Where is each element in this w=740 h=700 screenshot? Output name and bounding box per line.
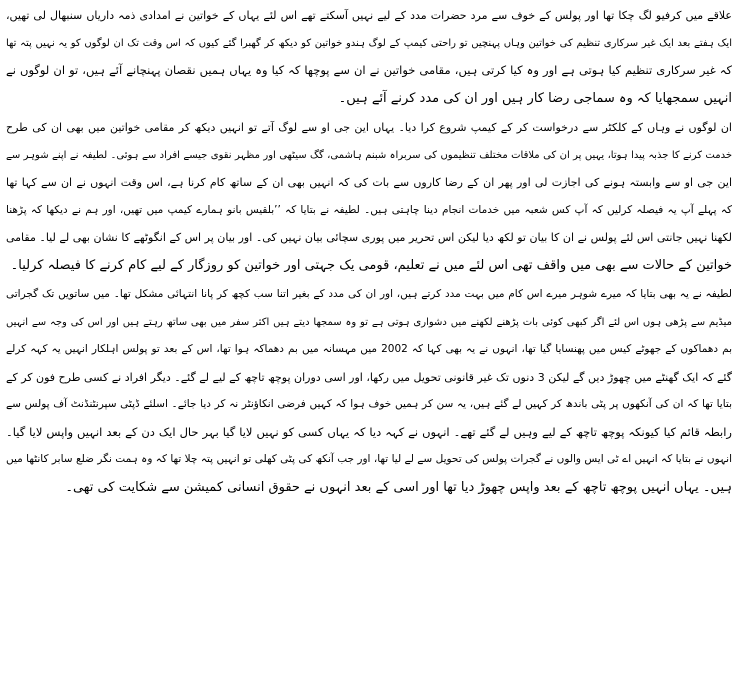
text-line: ہیں۔ یہاں انہیں پوچھ تاچھ کے بعد واپس چھوڑ دیا تھا اور اسی کے بعد انہوں نے حقوق انسانی کمیشن سے شکایت کی تھی۔	[65, 479, 732, 495]
text-line: بتایا تھا کہ ان کی آنکھوں پر پٹی باندھ کر کہیں لے گئے ہیں، یہ سن کر ہمیں خوف ہوا کہ کہیں فرضی انکاؤنٹر نہ کر دیا جائے۔ اسلئے ڈپٹی سپرنٹنڈنٹ آف پولس سے	[6, 398, 732, 410]
text-line: لطیفہ نے یہ بھی بتایا کہ میرے شوہر میرے اس کام میں بہت مدد کرتے ہیں، اور ان کی مدد کے بغیر اتنا سب کچھ کر پانا انتہائی مشکل تھا۔ میں ساتویں تک گجراتی	[6, 288, 732, 300]
paragraph-3	[6, 281, 732, 501]
text-line: بم دھماکوں کے جھوٹے کیس میں پھنسایا گیا تھا، انہوں نے یہ بھی کہا کہ 2002 میں مہسانہ میں بم دھماکہ ہوا تھا، اس کے بعد تو پولس اہلکار انہیں یہ کہہ کرلے	[6, 343, 732, 355]
text-line: لکھنا نہیں جانتی اس لئے پولس نے ان کا بیان تو لکھ دیا لیکن اس تحریر میں پوری سچائی بیان نہیں کی۔ اور بیان پر اس کے انگوٹھے کا نشان بھی لے لیا۔ مقامی	[6, 231, 732, 244]
text-line: گئے کہ ایک گھنٹے میں چھوڑ دیں گے لیکن 3 دنوں تک غیر قانونی تحویل میں رکھا، اور اسی دوران پوچھ تاچھ کے لیے لے گئے۔ دیگر افراد نے کسی طرح فون کر کے	[6, 370, 732, 384]
text-line: ان لوگوں نے وہاں کے کلکٹر سے درخواست کر کے کیمپ شروع کرا دیا۔ یہاں این جی او سے لوگ آتے تو انہیں دیکھ کر مقامی خواتین میں بھی ان کی طرح	[6, 121, 732, 134]
text-line: علاقے میں کرفیو لگ چکا تھا اور پولس کے خوف سے مرد حضرات مدد کے لیے نہیں آسکتے تھے اس لئے یہاں کے خواتین نے امدادی ذمہ داریاں سنبھال لی تھیں،	[6, 9, 732, 22]
text-line: کہ غیر سرکاری تنظیم کیا ہوتی ہے اور وہ کیا کرتی ہیں، مقامی خواتین نے ان سے پوچھا کہ کیا وہ یہاں ہمیں نقصان پہنچانے آئے ہیں، تو ان لوگوں نے	[6, 63, 732, 77]
text-line: خدمت کرنے کا جذبہ پیدا ہوتا، یہیں پر ان کی ملاقات مختلف تنظیموں کی سربراہ شبنم ہاشمی، گگ سیٹھی اور مظہر نقوی جیسے افراد سے ہوئی۔ لطیفہ نے اپنے شوہر سے	[6, 149, 732, 161]
paragraph-2	[6, 114, 732, 279]
paragraph-1	[6, 2, 732, 112]
text-line: رابطہ قائم کیا کیونکہ پوچھ تاچھ کے لیے وہیں لے گئے تھے۔ انہوں نے کہہ دیا کہ یہاں کسی کو نہیں لایا گیا بہر حال ایک دن کے بعد انہیں واپس لایا گیا۔	[6, 424, 732, 439]
text-line: انہوں نے بتایا کہ انہیں اے ٹی ایس والوں نے گجرات پولس کی تحویل سے لے لیا تھا، اور جب آنکھ کی پٹی کھلی تو انہیں پتہ چلا تھا کہ وہ ہمت نگر ضلع سابر کانٹھا میں	[6, 453, 732, 465]
text-line: میڈیم سے پڑھی ہوں اس لئے اگر کبھی کوئی بات پڑھنے لکھنے میں دشواری ہوتی ہے تو وہ سمجھا دیتے ہیں اکثر سفر میں بھی ساتھ رہتے ہیں اور اس کی وجہ سے انہیں	[6, 316, 732, 328]
text-line: کہ پہلے آپ یہ فیصلہ کرلیں کہ آپ کس شعبہ میں خدمات انجام دینا چاہتی ہیں۔ لطیفہ نے بتایا کہ ’’بلقیس بانو ہمارے کیمپ میں تھیں، اور ہم نے دیکھا کہ پڑھنا	[6, 203, 732, 216]
text-line: ایک ہفتے بعد ایک غیر سرکاری تنظیم کی خواتین وہاں پہنچیں تو راحتی کیمپ کے لوگ ہندو خواتین کو دیکھ کر گھبرا گئے کیوں کہ اس وقت تک ان لوگوں کو یہ نہیں پتہ تھا	[6, 37, 732, 49]
text-line: انہیں سمجھایا کہ وہ سماجی رضا کار ہیں اور ان کی مدد کرنے آئے ہیں۔	[338, 90, 732, 106]
text-line: این جی او سے وابستہ ہونے کی اجازت لی اور پھر ان کے رضا کاروں سے بات کی کہ انہیں بھی ان کے ساتھ کام کرنا ہے، اس وقت انہوں نے ان سے کہا تھا	[6, 176, 732, 189]
text-line: خواتین کے حالات سے بھی میں واقف تھی اس لئے میں نے تعلیم، قومی یک جہتی اور خواتین کو روزگار کے لیے کام کرنے کا فیصلہ کرلیا۔	[10, 257, 732, 273]
